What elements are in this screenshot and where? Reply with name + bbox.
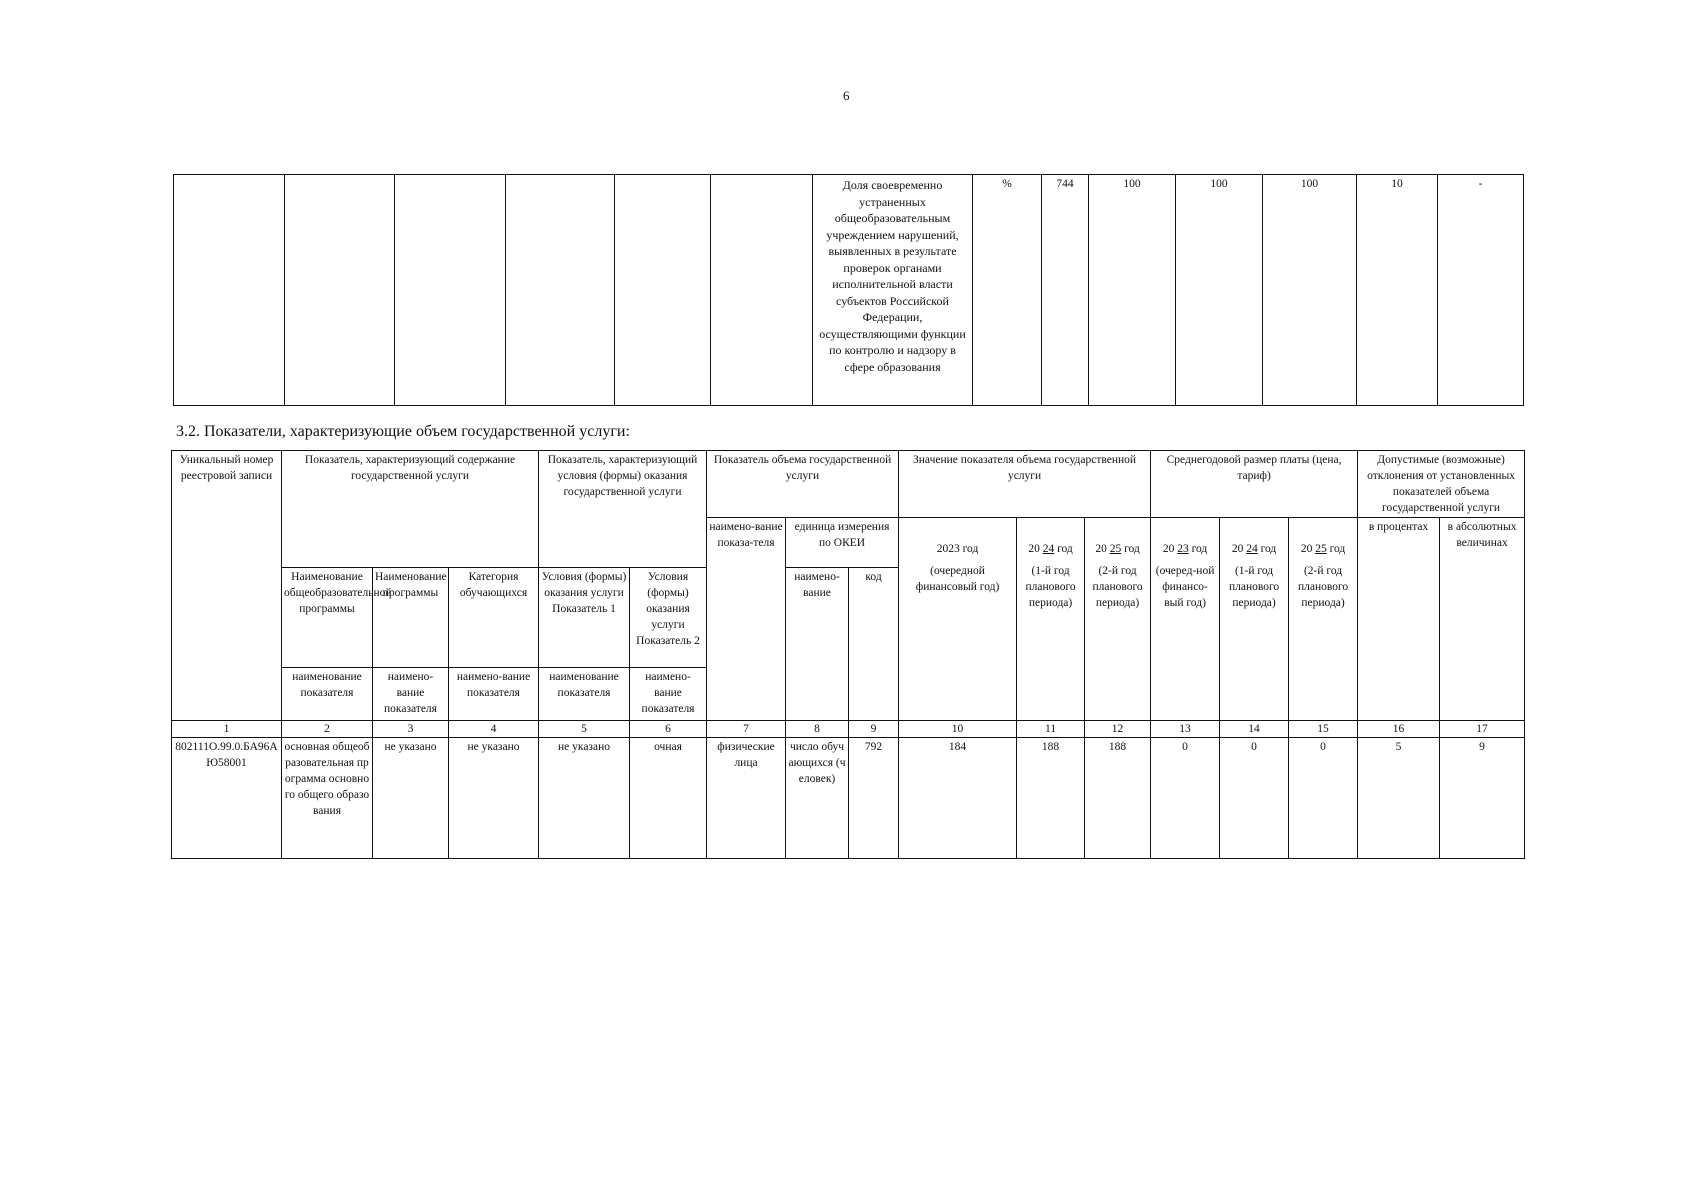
- year-note: (1-й год планового периода): [1025, 565, 1076, 609]
- program-name: основная общеобразовательная программа основного общего образования: [282, 738, 373, 859]
- year-label: 20 24 год: [1231, 543, 1277, 555]
- empty-cell: [174, 175, 285, 406]
- column-number: 2: [282, 721, 373, 738]
- header-year-2024: [1017, 518, 1085, 721]
- year-label: 20 23 год: [1162, 543, 1208, 555]
- column-number: 5: [539, 721, 630, 738]
- column-number: 6: [630, 721, 707, 738]
- year-label: 20 24 год: [1028, 543, 1073, 555]
- header-year-2025: [1085, 518, 1151, 721]
- condition-2: очная: [630, 738, 707, 859]
- value-2023: 184: [899, 738, 1017, 859]
- column-number: 13: [1151, 721, 1220, 738]
- header-average-fee: Среднегодовой размер платы (цена, тариф): [1151, 451, 1358, 518]
- header-unit-code: код: [849, 568, 899, 721]
- year-note: (очеред-ной финансо-вый год): [1155, 565, 1215, 609]
- deviation-percent: 10: [1357, 175, 1438, 406]
- header-unit-name: наимено-вание: [786, 568, 849, 721]
- deviation-absolute: -: [1438, 175, 1524, 406]
- column-number: 11: [1017, 721, 1085, 738]
- value-2025: 188: [1085, 738, 1151, 859]
- empty-cell: [711, 175, 813, 406]
- value-2023: 100: [1089, 175, 1176, 406]
- indicator-name: Доля своевременно устраненных общеобразовательным учреждением нарушений, выявленных в результате проверок органами исполнительной власти субъектов Российской Федерации, осуществляющими функции по контролю и надзору в сфере образования: [813, 175, 973, 406]
- empty-cell: [395, 175, 506, 406]
- year-note: (очередной финансовый год): [915, 565, 1000, 593]
- header-indicator-name-b: наимено-вание показателя: [373, 668, 449, 721]
- year-note: (1-й год планового периода): [1228, 565, 1280, 609]
- column-number: 10: [899, 721, 1017, 738]
- column-number: 16: [1358, 721, 1440, 738]
- column-number: 1: [172, 721, 282, 738]
- header-year-2023: [899, 518, 1017, 721]
- year-note: (2-й год планового периода): [1092, 565, 1143, 609]
- column-number: 15: [1289, 721, 1358, 738]
- empty-cell: [615, 175, 711, 406]
- unit-code: 792: [849, 738, 899, 859]
- header-unit-okei: единица измерения по ОКЕИ: [786, 518, 899, 568]
- unit-name: %: [973, 175, 1042, 406]
- column-number: 7: [707, 721, 786, 738]
- column-number: 9: [849, 721, 899, 738]
- deviation-absolute: 9: [1440, 738, 1525, 859]
- header-indicator-name-c: наимено-вание показателя: [449, 668, 539, 721]
- fee-2024: 0: [1220, 738, 1289, 859]
- header-condition-2: Условия (формы) оказания услуги Показатель 2: [630, 568, 707, 668]
- value-2024: 188: [1017, 738, 1085, 859]
- header-condition-1: Условия (формы) оказания услуги Показатель 1: [539, 568, 630, 668]
- header-fee-2025: [1289, 518, 1358, 721]
- column-number: 4: [449, 721, 539, 738]
- okei-code: 744: [1042, 175, 1089, 406]
- page-number: 6: [843, 88, 850, 103]
- header-content-indicator: Показатель, характеризующий содержание государственной услуги: [282, 451, 539, 568]
- header-category: Категория обучающихся: [449, 568, 539, 668]
- indicator: физические лица: [707, 738, 786, 859]
- header-deviation-percent: в процентах: [1358, 518, 1440, 721]
- year-label: 20 25 год: [1095, 543, 1140, 555]
- header-volume-indicator: Показатель объема государственной услуги: [707, 451, 899, 518]
- header-indicator-name-d: наименование показателя: [539, 668, 630, 721]
- header-indicator-name-a: наименование показателя: [282, 668, 373, 721]
- deviation-percent: 5: [1358, 738, 1440, 859]
- header-deviation-absolute: в абсолютных величинах: [1440, 518, 1525, 721]
- header-row: [172, 451, 1525, 518]
- header-fee-2024: [1220, 518, 1289, 721]
- column-number-row: [172, 721, 1525, 738]
- header-program-name: Наименование общеобразовательной программы: [282, 568, 373, 668]
- table-row: [174, 175, 1524, 406]
- header-fee-2023: [1151, 518, 1220, 721]
- empty-cell: [506, 175, 615, 406]
- header-program: Наименование программы: [373, 568, 449, 668]
- column-number: 3: [373, 721, 449, 738]
- column-number: 12: [1085, 721, 1151, 738]
- header-indicator-name-e: наимено-вание показателя: [630, 668, 707, 721]
- column-number: 8: [786, 721, 849, 738]
- section-title: 3.2. Показатели, характеризующие объем государственной услуги:: [176, 423, 630, 440]
- year-label: 2023 год: [936, 543, 979, 555]
- fee-2023: 0: [1151, 738, 1220, 859]
- column-number: 17: [1440, 721, 1525, 738]
- header-registry-number: Уникальный номер реестровой записи: [172, 451, 282, 721]
- program: не указано: [373, 738, 449, 859]
- year-label: 20 25 год: [1300, 543, 1346, 555]
- header-indicator-name: наимено-вание показа-теля: [707, 518, 786, 721]
- condition-1: не указано: [539, 738, 630, 859]
- table-row: [172, 738, 1525, 859]
- header-volume-value: Значение показателя объема государственной услуги: [899, 451, 1151, 518]
- quality-indicators-table-continued: [173, 174, 1524, 406]
- header-conditions-indicator: Показатель, характеризующий условия (формы) оказания государственной услуги: [539, 451, 707, 568]
- year-note: (2-й год планового периода): [1297, 565, 1349, 609]
- unit-name: число обучающихся (человек): [786, 738, 849, 859]
- volume-indicators-table: [171, 450, 1525, 859]
- value-2024: 100: [1176, 175, 1263, 406]
- header-allowed-deviation: Допустимые (возможные) отклонения от установленных показателей объема государственной услуги: [1358, 451, 1525, 518]
- empty-cell: [285, 175, 395, 406]
- value-2025: 100: [1263, 175, 1357, 406]
- fee-2025: 0: [1289, 738, 1358, 859]
- column-number: 14: [1220, 721, 1289, 738]
- category: не указано: [449, 738, 539, 859]
- registry-number: 802111О.99.0.БА96АЮ58001: [172, 738, 282, 859]
